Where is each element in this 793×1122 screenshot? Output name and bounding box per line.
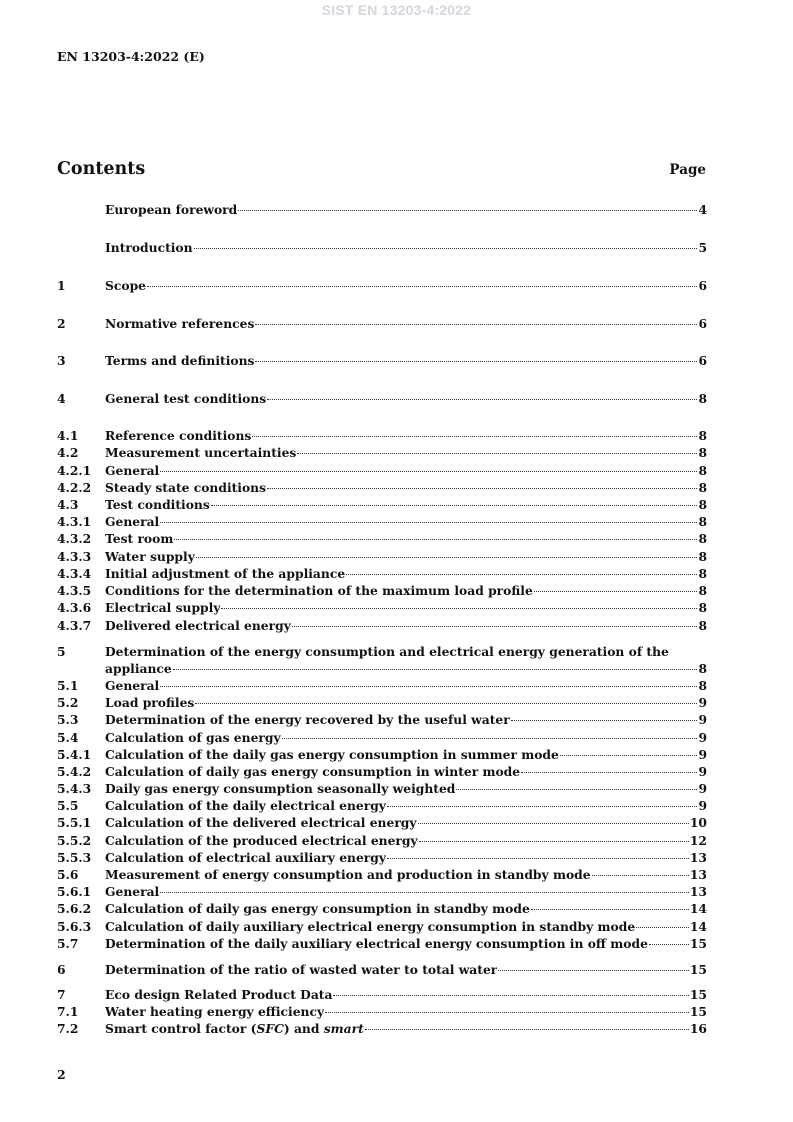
toc-entry-5-4[interactable] bbox=[57, 729, 707, 746]
toc-entry-title: Determination of the energy recovered by the useful water bbox=[105, 712, 510, 727]
toc-entry-5-6-3[interactable] bbox=[57, 918, 707, 935]
toc-entry-page: 6 bbox=[698, 353, 707, 368]
toc-entry-5-4-2[interactable] bbox=[57, 763, 707, 780]
toc-entry-2[interactable] bbox=[57, 315, 707, 332]
dot-leader bbox=[456, 789, 697, 790]
toc-entry-title: Terms and definitions bbox=[105, 353, 255, 368]
toc-entry-page: 8 bbox=[698, 497, 707, 512]
toc-entry-number: 5.4 bbox=[57, 730, 79, 745]
toc-entry-5-continuation[interactable] bbox=[105, 660, 707, 677]
toc-entry-title bbox=[105, 1020, 364, 1037]
toc-entry-5-1[interactable] bbox=[57, 677, 707, 694]
toc-entry-number: 7.2 bbox=[57, 1021, 79, 1036]
toc-entry-5-7[interactable] bbox=[57, 935, 707, 952]
toc-entry-title: Water heating energy efficiency bbox=[105, 1004, 325, 1019]
toc-entry-number: 5.4.3 bbox=[57, 781, 92, 796]
toc-entry-5-5-2[interactable] bbox=[57, 832, 707, 849]
toc-entry-page: 9 bbox=[698, 781, 707, 796]
dot-leader bbox=[196, 557, 698, 558]
toc-entry-title: Initial adjustment of the appliance bbox=[105, 566, 346, 581]
toc-entry-number: 5.7 bbox=[57, 936, 79, 951]
toc-entry-introduction[interactable] bbox=[57, 239, 707, 256]
dot-leader bbox=[297, 453, 697, 454]
page-column-label: Page bbox=[669, 162, 706, 178]
dot-leader bbox=[267, 399, 697, 400]
dot-leader bbox=[346, 574, 697, 575]
toc-entry-5-5[interactable] bbox=[57, 797, 707, 814]
toc-entry-number: 5.4.2 bbox=[57, 764, 92, 779]
dot-leader bbox=[195, 703, 697, 704]
toc-entry-page: 8 bbox=[698, 463, 707, 478]
toc-entry-page: 8 bbox=[698, 391, 707, 406]
toc-entry-4-3-6[interactable] bbox=[57, 599, 707, 616]
dot-leader bbox=[282, 738, 698, 739]
toc-entry-page: 9 bbox=[698, 730, 707, 745]
toc-entry-page: 15 bbox=[689, 962, 707, 977]
toc-entry-number: 4.3.1 bbox=[57, 514, 92, 529]
toc-entry-title: Reference conditions bbox=[105, 428, 252, 443]
toc-entry-title: Determination of the daily auxiliary electrical energy consumption in off mode bbox=[105, 936, 648, 951]
dot-leader bbox=[160, 892, 689, 893]
toc-entry-number: 5.6 bbox=[57, 867, 79, 882]
toc-entry-number: 3 bbox=[57, 353, 66, 368]
toc-entry-number: 4.3.7 bbox=[57, 618, 92, 633]
toc-entry-title: Delivered electrical energy bbox=[105, 618, 291, 633]
toc-entry-title: General test conditions bbox=[105, 391, 267, 406]
toc-entry-number: 4.3.6 bbox=[57, 600, 92, 615]
toc-entry-4-3-2[interactable] bbox=[57, 530, 707, 547]
dot-leader bbox=[174, 539, 697, 540]
toc-title-italic-sfc: SFC bbox=[256, 1021, 284, 1036]
contents-heading: Contents bbox=[57, 159, 146, 179]
toc-title-part: ) and bbox=[283, 1021, 324, 1036]
dot-leader bbox=[511, 720, 698, 721]
toc-entry-1[interactable] bbox=[57, 277, 707, 294]
toc-entry-european-foreword[interactable] bbox=[57, 201, 707, 218]
toc-entry-title: General bbox=[105, 463, 160, 478]
dot-leader bbox=[418, 823, 689, 824]
toc-entry-title: Test conditions bbox=[105, 497, 210, 512]
toc-entry-number: 5.1 bbox=[57, 678, 79, 693]
toc-entry-title: Test room bbox=[105, 531, 174, 546]
toc-entry-page: 8 bbox=[698, 618, 707, 633]
toc-entry-5-5-3[interactable] bbox=[57, 849, 707, 866]
toc-entry-number: 5.6.2 bbox=[57, 901, 92, 916]
toc-entry-7-2[interactable] bbox=[57, 1020, 707, 1037]
toc-entry-number: 4.2 bbox=[57, 445, 79, 460]
toc-entry-page: 13 bbox=[689, 867, 707, 882]
toc-entry-5-5-1[interactable] bbox=[57, 814, 707, 831]
toc-entry-page: 8 bbox=[698, 600, 707, 615]
toc-entry-page: 8 bbox=[698, 531, 707, 546]
toc-entry-number: 4.3.4 bbox=[57, 566, 92, 581]
document-id: EN 13203-4:2022 (E) bbox=[57, 49, 205, 64]
toc-entry-number: 5.3 bbox=[57, 712, 79, 727]
toc-entry-title: Calculation of the daily gas energy consumption in summer mode bbox=[105, 747, 559, 762]
toc-entry-5[interactable] bbox=[57, 643, 707, 660]
toc-entry-title: Determination of the energy consumption and electrical energy generation of the bbox=[105, 644, 669, 659]
toc-entry-page: 14 bbox=[689, 901, 707, 916]
toc-entry-title: European foreword bbox=[105, 202, 238, 217]
toc-entry-5-2[interactable] bbox=[57, 694, 707, 711]
toc-entry-page: 8 bbox=[698, 428, 707, 443]
dot-leader bbox=[255, 361, 697, 362]
toc-entry-title: Scope bbox=[105, 278, 146, 293]
dot-leader bbox=[636, 927, 689, 928]
toc-entry-title: Calculation of daily gas energy consumption in winter mode bbox=[105, 764, 521, 779]
toc-title-italic-smart: smart bbox=[323, 1021, 364, 1036]
toc-entry-number: 4.2.1 bbox=[57, 463, 92, 478]
toc-entry-title: Calculation of the produced electrical energy bbox=[105, 833, 418, 848]
toc-entry-page: 15 bbox=[689, 1004, 707, 1019]
dot-leader bbox=[160, 686, 697, 687]
toc-entry-5-6-2[interactable] bbox=[57, 900, 707, 917]
dot-leader bbox=[387, 806, 697, 807]
toc-entry-page: 8 bbox=[698, 480, 707, 495]
toc-entry-page: 8 bbox=[698, 549, 707, 564]
toc-entry-title-continuation: appliance bbox=[105, 661, 172, 676]
toc-entry-page: 9 bbox=[698, 695, 707, 710]
toc-entry-4-2-1[interactable] bbox=[57, 462, 707, 479]
toc-entry-page: 6 bbox=[698, 316, 707, 331]
toc-entry-page: 6 bbox=[698, 278, 707, 293]
dot-leader bbox=[160, 471, 697, 472]
toc-entry-4[interactable] bbox=[57, 390, 707, 407]
toc-entry-5-4-3[interactable] bbox=[57, 780, 707, 797]
toc-entry-number: 5.6.1 bbox=[57, 884, 92, 899]
dot-leader bbox=[255, 324, 697, 325]
toc-entry-title: Normative references bbox=[105, 316, 255, 331]
toc-entry-title: General bbox=[105, 678, 160, 693]
toc-entry-number: 4.3 bbox=[57, 497, 79, 512]
toc-entry-4-3-7[interactable] bbox=[57, 617, 707, 634]
toc-entry-4-3-5[interactable] bbox=[57, 582, 707, 599]
toc-entry-6[interactable] bbox=[57, 961, 707, 978]
dot-leader bbox=[649, 944, 689, 945]
toc-entry-number: 4.1 bbox=[57, 428, 79, 443]
toc-entry-title: General bbox=[105, 514, 160, 529]
toc-entry-title: Calculation of gas energy bbox=[105, 730, 281, 745]
toc-entry-3[interactable] bbox=[57, 352, 707, 369]
toc-entry-page: 12 bbox=[689, 833, 707, 848]
toc-entry-page: 8 bbox=[698, 566, 707, 581]
toc-entry-title: Introduction bbox=[105, 240, 193, 255]
dot-leader bbox=[521, 772, 697, 773]
dot-leader bbox=[531, 909, 689, 910]
toc-entry-page: 14 bbox=[689, 919, 707, 934]
dot-leader bbox=[292, 626, 698, 627]
toc-entry-number: 4.3.2 bbox=[57, 531, 92, 546]
toc-entry-title: Calculation of the delivered electrical energy bbox=[105, 815, 417, 830]
toc-entry-number: 4 bbox=[57, 391, 66, 406]
toc-entry-title: Calculation of the daily electrical energy bbox=[105, 798, 386, 813]
dot-leader bbox=[365, 1029, 689, 1030]
toc-entry-5-3[interactable] bbox=[57, 711, 707, 728]
toc-entry-page: 8 bbox=[698, 583, 707, 598]
toc-entry-number: 4.3.3 bbox=[57, 549, 92, 564]
toc-entry-number: 5.5.2 bbox=[57, 833, 92, 848]
toc-entry-page: 5 bbox=[698, 240, 707, 255]
dot-leader bbox=[252, 436, 697, 437]
toc-entry-page: 4 bbox=[698, 202, 707, 217]
toc-entry-page: 13 bbox=[689, 884, 707, 899]
toc-entry-page: 9 bbox=[698, 764, 707, 779]
toc-entry-7[interactable] bbox=[57, 986, 707, 1003]
toc-entry-page: 8 bbox=[698, 678, 707, 693]
toc-entry-4-3-1[interactable] bbox=[57, 513, 707, 530]
dot-leader bbox=[160, 522, 697, 523]
dot-leader bbox=[387, 858, 689, 859]
toc-entry-4-2-2[interactable] bbox=[57, 479, 707, 496]
toc-entry-title: Daily gas energy consumption seasonally weighted bbox=[105, 781, 456, 796]
toc-entry-page: 13 bbox=[689, 850, 707, 865]
toc-entry-number: 2 bbox=[57, 316, 66, 331]
toc-entry-4-1[interactable] bbox=[57, 427, 707, 444]
toc-entry-title: Calculation of daily gas energy consumption in standby mode bbox=[105, 901, 530, 916]
toc-entry-title: Steady state conditions bbox=[105, 480, 267, 495]
toc-entry-page: 8 bbox=[698, 661, 707, 676]
toc-entry-page: 16 bbox=[689, 1021, 707, 1036]
toc-entry-title: Electrical supply bbox=[105, 600, 221, 615]
toc-entry-number: 6 bbox=[57, 962, 66, 977]
watermark: SIST EN 13203-4:2022 bbox=[321, 2, 472, 18]
toc-entry-5-6-1[interactable] bbox=[57, 883, 707, 900]
toc-title-part: Smart control factor ( bbox=[105, 1021, 257, 1036]
toc-entry-title: Calculation of daily auxiliary electrical energy consumption in standby mode bbox=[105, 919, 636, 934]
toc-entry-title: General bbox=[105, 884, 160, 899]
dot-leader bbox=[147, 286, 697, 287]
toc-entry-number: 5.5.1 bbox=[57, 815, 92, 830]
toc-entry-page: 9 bbox=[698, 747, 707, 762]
toc-entry-title: Water supply bbox=[105, 549, 195, 564]
dot-leader bbox=[333, 995, 688, 996]
toc-entry-title: Measurement of energy consumption and production in standby mode bbox=[105, 867, 591, 882]
toc-entry-title: Measurement uncertainties bbox=[105, 445, 297, 460]
page-number: 2 bbox=[57, 1067, 66, 1082]
dot-leader bbox=[267, 488, 697, 489]
toc-entry-title: Calculation of electrical auxiliary energy bbox=[105, 850, 387, 865]
toc-entry-title: Determination of the ratio of wasted water to total water bbox=[105, 962, 498, 977]
toc-entry-number: 5 bbox=[57, 644, 66, 659]
toc-entry-number: 5.6.3 bbox=[57, 919, 92, 934]
toc-entry-4-2[interactable] bbox=[57, 444, 707, 461]
toc-entry-number: 4.3.5 bbox=[57, 583, 92, 598]
toc-entry-5-4-1[interactable] bbox=[57, 746, 707, 763]
toc-entry-number: 1 bbox=[57, 278, 66, 293]
toc-entry-title: Conditions for the determination of the maximum load profile bbox=[105, 583, 533, 598]
toc-entry-4-3-3[interactable] bbox=[57, 548, 707, 565]
dot-leader bbox=[194, 248, 698, 249]
toc-entry-4-3-4[interactable] bbox=[57, 565, 707, 582]
toc-entry-page: 15 bbox=[689, 936, 707, 951]
toc-entry-page: 15 bbox=[689, 987, 707, 1002]
toc-entry-page: 10 bbox=[689, 815, 707, 830]
dot-leader bbox=[560, 755, 698, 756]
toc-entry-7-1[interactable] bbox=[57, 1003, 707, 1020]
dot-leader bbox=[419, 841, 689, 842]
toc-entry-number: 5.5.3 bbox=[57, 850, 92, 865]
dot-leader bbox=[498, 970, 689, 971]
toc-entry-number: 4.2.2 bbox=[57, 480, 92, 495]
dot-leader bbox=[325, 1012, 689, 1013]
dot-leader bbox=[221, 608, 697, 609]
toc-entry-number: 7.1 bbox=[57, 1004, 79, 1019]
toc-entry-page: 8 bbox=[698, 514, 707, 529]
toc-entry-page: 8 bbox=[698, 445, 707, 460]
toc-entry-4-3[interactable] bbox=[57, 496, 707, 513]
toc-entry-page: 9 bbox=[698, 712, 707, 727]
toc-entry-number: 5.4.1 bbox=[57, 747, 92, 762]
toc-entry-number: 7 bbox=[57, 987, 66, 1002]
toc-entry-page: 9 bbox=[698, 798, 707, 813]
dot-leader bbox=[534, 591, 698, 592]
dot-leader bbox=[238, 210, 697, 211]
toc-entry-number: 5.2 bbox=[57, 695, 79, 710]
toc-entry-number: 5.5 bbox=[57, 798, 79, 813]
dot-leader bbox=[211, 505, 698, 506]
dot-leader bbox=[173, 669, 698, 670]
toc-entry-title: Load profiles bbox=[105, 695, 195, 710]
dot-leader bbox=[592, 875, 689, 876]
toc-entry-5-6[interactable] bbox=[57, 866, 707, 883]
toc-entry-title: Eco design Related Product Data bbox=[105, 987, 333, 1002]
